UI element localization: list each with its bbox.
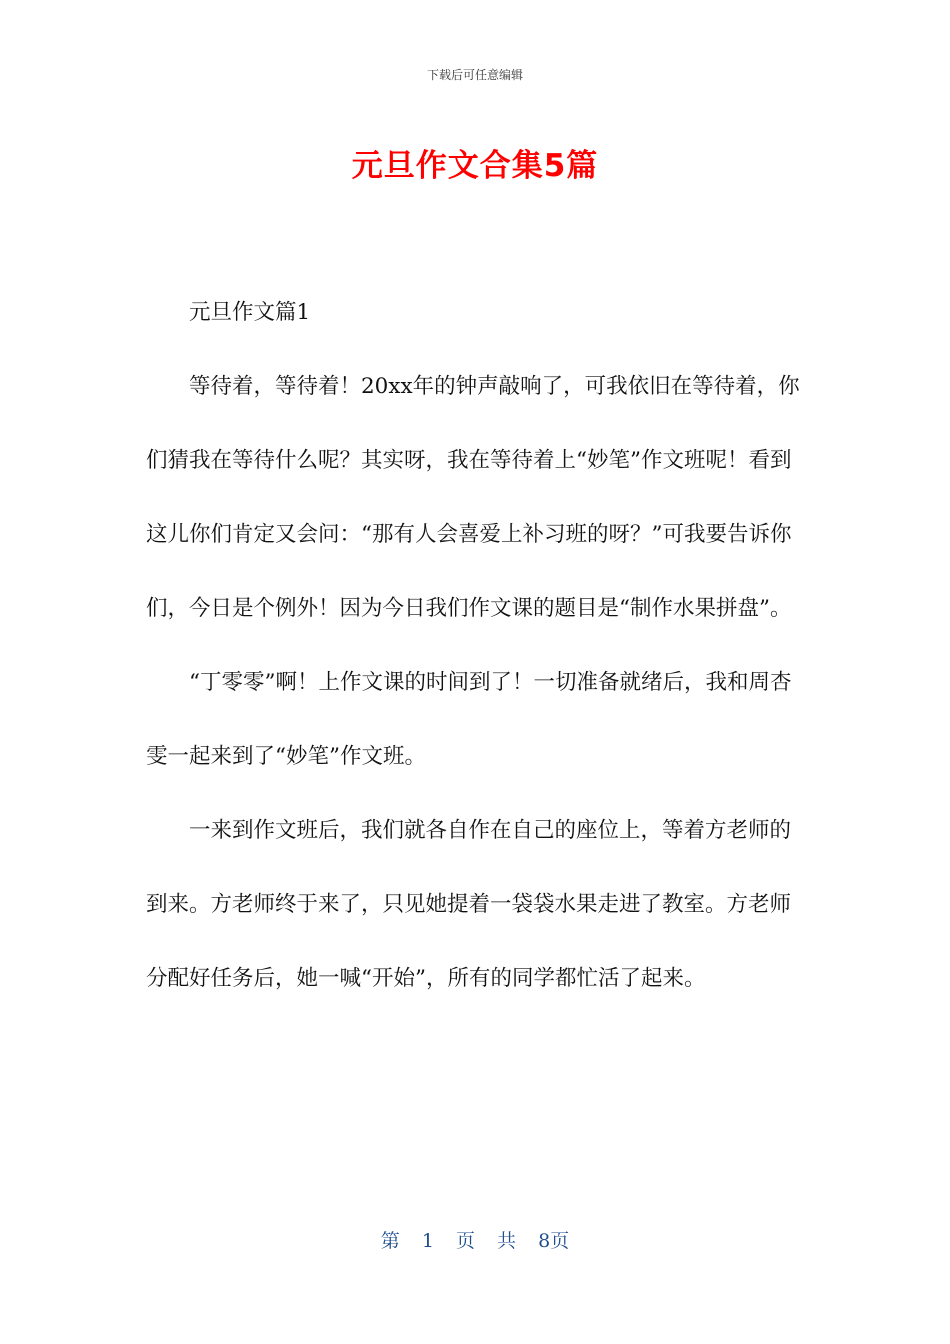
paragraph-3: 一来到作文班后，我们就各自作在自己的座位上，等着方老师的到来。方老师终于来了，只见她提着一袋袋水果走进了教室。方老师分配好任务后，她一喊“开始”，所有的同学都忙活了起来。 <box>146 818 792 991</box>
footer-current-page: 1 <box>421 1230 434 1252</box>
header-note: 下载后可任意编辑 <box>426 68 523 82</box>
document-body <box>146 276 808 1016</box>
document-title: 元旦作文合集5篇 <box>351 148 599 184</box>
footer-page-label: 第 <box>380 1230 400 1252</box>
footer-total-pages: 8页 <box>538 1230 570 1252</box>
section-heading: 元旦作文篇1 <box>189 300 311 325</box>
footer-total-label: 共 <box>497 1230 517 1252</box>
footer-page-unit: 页 <box>455 1230 475 1252</box>
page-footer <box>0 1226 950 1253</box>
paragraph-1: 等待着，等待着！20xx年的钟声敲响了，可我依旧在等待着，你们猜我在等待什么呢？其实呀，我在等待着上“妙笔”作文班呢！看到这儿你们肯定又会问：“那有人会喜爱上补习班的呀？”可我要告诉你们，今日是个例外！因为今日我们作文课的题目是“制作水果拼盘”。 <box>146 374 800 621</box>
paragraph-2: “丁零零”啊！上作文课的时间到了！一切准备就绪后，我和周杏雯一起来到了“妙笔”作文班。 <box>146 670 792 769</box>
